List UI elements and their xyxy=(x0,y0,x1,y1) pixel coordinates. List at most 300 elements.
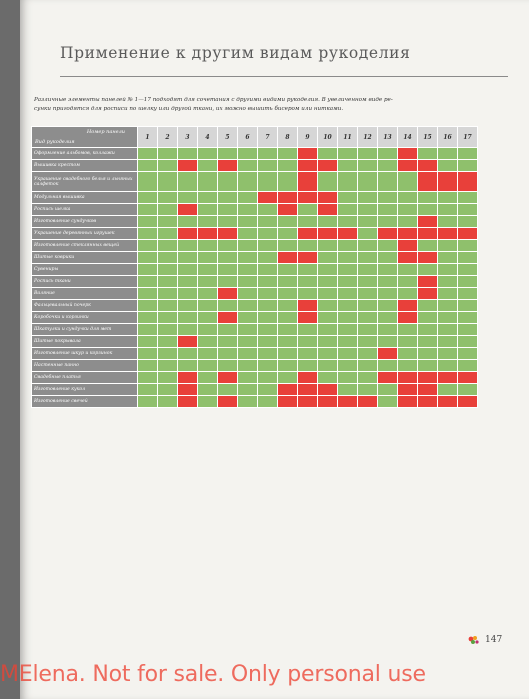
matrix-cell-green xyxy=(298,336,318,348)
matrix-cell-green xyxy=(178,192,198,204)
matrix-cell-green xyxy=(458,204,478,216)
matrix-cell-green xyxy=(198,264,218,276)
matrix-cell-red xyxy=(218,228,238,240)
matrix-cell-green xyxy=(378,336,398,348)
matrix-cell-green xyxy=(178,172,198,192)
matrix-cell-green xyxy=(278,216,298,228)
matrix-cell-green xyxy=(158,372,178,384)
matrix-cell-green xyxy=(418,264,438,276)
matrix-cell-green xyxy=(378,384,398,396)
craft-label: Изготовление шкур и корзинок xyxy=(32,348,138,360)
matrix-cell-green xyxy=(198,252,218,264)
flower-icon xyxy=(466,634,482,646)
matrix-cell-green xyxy=(138,252,158,264)
matrix-cell-green xyxy=(458,384,478,396)
matrix-cell-green xyxy=(298,276,318,288)
matrix-cell-green xyxy=(378,160,398,172)
matrix-cell-green xyxy=(318,372,338,384)
intro-line: сунки пригодятся для росписи по шелку или другой ткани, их можно вышить бисером или нитками. xyxy=(34,106,344,112)
matrix-cell-green xyxy=(298,240,318,252)
matrix-cell-red xyxy=(338,228,358,240)
matrix-cell-green xyxy=(338,336,358,348)
matrix-cell-red xyxy=(398,252,418,264)
matrix-cell-green xyxy=(138,160,158,172)
matrix-cell-green xyxy=(278,240,298,252)
matrix-cell-red xyxy=(458,228,478,240)
matrix-cell-green xyxy=(358,192,378,204)
matrix-cell-green xyxy=(138,148,158,160)
matrix-cell-green xyxy=(378,240,398,252)
matrix-cell-green xyxy=(158,288,178,300)
matrix-cell-green xyxy=(238,384,258,396)
matrix-cell-green xyxy=(158,384,178,396)
matrix-cell-green xyxy=(338,172,358,192)
matrix-cell-green xyxy=(198,360,218,372)
matrix-cell-green xyxy=(138,312,158,324)
matrix-cell-green xyxy=(218,300,238,312)
panel-number-header: 12 xyxy=(358,127,378,148)
matrix-cell-green xyxy=(338,264,358,276)
matrix-cell-green xyxy=(218,336,238,348)
matrix-cell-green xyxy=(138,172,158,192)
matrix-cell-green xyxy=(198,240,218,252)
matrix-cell-green xyxy=(398,348,418,360)
matrix-cell-green xyxy=(138,384,158,396)
matrix-cell-green xyxy=(138,324,158,336)
matrix-cell-green xyxy=(418,348,438,360)
matrix-cell-green xyxy=(238,240,258,252)
matrix-cell-green xyxy=(278,360,298,372)
matrix-cell-red xyxy=(418,228,438,240)
matrix-cell-green xyxy=(318,148,338,160)
matrix-cell-green xyxy=(378,300,398,312)
matrix-cell-green xyxy=(358,240,378,252)
matrix-cell-green xyxy=(298,204,318,216)
matrix-cell-green xyxy=(438,204,458,216)
panel-number-header: 15 xyxy=(418,127,438,148)
matrix-cell-green xyxy=(158,348,178,360)
matrix-cell-green xyxy=(158,360,178,372)
matrix-cell-red xyxy=(378,228,398,240)
matrix-cell-green xyxy=(318,300,338,312)
matrix-cell-green xyxy=(278,148,298,160)
matrix-cell-red xyxy=(178,384,198,396)
matrix-cell-green xyxy=(258,300,278,312)
matrix-cell-red xyxy=(418,276,438,288)
panel-number-header: 4 xyxy=(198,127,218,148)
matrix-cell-green xyxy=(378,192,398,204)
matrix-cell-green xyxy=(438,216,458,228)
matrix-cell-green xyxy=(258,240,278,252)
matrix-cell-green xyxy=(318,336,338,348)
matrix-cell-green xyxy=(438,300,458,312)
matrix-cell-green xyxy=(358,216,378,228)
matrix-cell-green xyxy=(338,240,358,252)
matrix-row xyxy=(32,288,478,300)
matrix-cell-green xyxy=(198,192,218,204)
craft-label: Вышивка крестом xyxy=(32,160,138,172)
matrix-cell-green xyxy=(138,360,158,372)
matrix-cell-green xyxy=(158,216,178,228)
matrix-cell-green xyxy=(338,300,358,312)
matrix-cell-green xyxy=(318,312,338,324)
matrix-cell-red xyxy=(278,396,298,408)
matrix-cell-green xyxy=(278,336,298,348)
matrix-cell-green xyxy=(418,324,438,336)
matrix-cell-green xyxy=(218,324,238,336)
matrix-cell-green xyxy=(358,372,378,384)
matrix-cell-green xyxy=(178,348,198,360)
matrix-cell-red xyxy=(178,372,198,384)
matrix-cell-red xyxy=(418,172,438,192)
matrix-cell-red xyxy=(258,192,278,204)
matrix-cell-green xyxy=(198,160,218,172)
matrix-cell-green xyxy=(278,288,298,300)
matrix-cell-red xyxy=(298,160,318,172)
matrix-cell-red xyxy=(418,288,438,300)
matrix-cell-green xyxy=(258,396,278,408)
matrix-row xyxy=(32,204,478,216)
matrix-cell-red xyxy=(378,372,398,384)
matrix-cell-green xyxy=(238,216,258,228)
matrix-cell-green xyxy=(258,160,278,172)
matrix-cell-green xyxy=(338,324,358,336)
craft-label: Украшение деревянных игрушек xyxy=(32,228,138,240)
matrix-cell-red xyxy=(318,384,338,396)
panel-number-header: 3 xyxy=(178,127,198,148)
matrix-cell-green xyxy=(198,336,218,348)
matrix-row xyxy=(32,276,478,288)
matrix-cell-green xyxy=(458,336,478,348)
matrix-cell-green xyxy=(318,288,338,300)
matrix-cell-green xyxy=(258,336,278,348)
matrix-row xyxy=(32,360,478,372)
matrix-cell-green xyxy=(158,148,178,160)
matrix-cell-green xyxy=(418,148,438,160)
craft-label: Украшение свадебного белья и льняных салфеток xyxy=(32,172,138,192)
panel-number-header: 14 xyxy=(398,127,418,148)
matrix-cell-green xyxy=(178,148,198,160)
matrix-cell-green xyxy=(458,240,478,252)
matrix-cell-green xyxy=(398,360,418,372)
matrix-cell-red xyxy=(198,228,218,240)
matrix-cell-red xyxy=(318,204,338,216)
matrix-row xyxy=(32,160,478,172)
craft-label: Изготовление кукол xyxy=(32,384,138,396)
matrix-cell-green xyxy=(378,204,398,216)
matrix-cell-green xyxy=(198,172,218,192)
matrix-cell-green xyxy=(358,312,378,324)
page-title: Применение к другим видам рукоделия xyxy=(60,44,411,62)
matrix-cell-green xyxy=(258,264,278,276)
matrix-corner xyxy=(32,127,138,148)
matrix-cell-red xyxy=(398,228,418,240)
matrix-cell-green xyxy=(218,216,238,228)
matrix-cell-green xyxy=(358,228,378,240)
matrix-cell-green xyxy=(238,396,258,408)
matrix-cell-green xyxy=(258,276,278,288)
matrix-cell-green xyxy=(358,172,378,192)
matrix-cell-green xyxy=(438,324,458,336)
matrix-cell-green xyxy=(198,384,218,396)
craft-label: Шитые коврики xyxy=(32,252,138,264)
matrix-cell-red xyxy=(298,300,318,312)
intro-paragraph xyxy=(34,96,516,114)
matrix-cell-green xyxy=(238,264,258,276)
matrix-cell-green xyxy=(238,336,258,348)
matrix-cell-green xyxy=(258,252,278,264)
matrix-cell-green xyxy=(458,312,478,324)
matrix-cell-red xyxy=(398,384,418,396)
matrix-cell-green xyxy=(358,252,378,264)
matrix-cell-green xyxy=(298,360,318,372)
matrix-cell-green xyxy=(438,240,458,252)
matrix-cell-green xyxy=(458,276,478,288)
matrix-cell-green xyxy=(438,160,458,172)
matrix-cell-green xyxy=(458,348,478,360)
matrix-cell-green xyxy=(198,300,218,312)
matrix-cell-green xyxy=(418,300,438,312)
title-rule xyxy=(60,76,508,77)
matrix-cell-red xyxy=(278,204,298,216)
matrix-cell-green xyxy=(198,148,218,160)
matrix-row xyxy=(32,264,478,276)
matrix-cell-red xyxy=(218,160,238,172)
matrix-cell-green xyxy=(138,288,158,300)
matrix-cell-green xyxy=(158,396,178,408)
matrix-cell-green xyxy=(318,324,338,336)
matrix-cell-green xyxy=(378,276,398,288)
panel-number-header: 2 xyxy=(158,127,178,148)
matrix-cell-green xyxy=(458,192,478,204)
matrix-cell-green xyxy=(318,348,338,360)
matrix-cell-green xyxy=(278,312,298,324)
matrix-cell-green xyxy=(138,372,158,384)
matrix-cell-green xyxy=(278,348,298,360)
matrix-cell-green xyxy=(338,372,358,384)
matrix-cell-green xyxy=(218,384,238,396)
matrix-row xyxy=(32,312,478,324)
matrix-cell-green xyxy=(358,264,378,276)
matrix-cell-green xyxy=(278,228,298,240)
matrix-cell-green xyxy=(158,300,178,312)
matrix-cell-red xyxy=(418,372,438,384)
matrix-row xyxy=(32,252,478,264)
matrix-cell-red xyxy=(298,148,318,160)
matrix-cell-green xyxy=(458,324,478,336)
matrix-cell-green xyxy=(158,276,178,288)
matrix-cell-red xyxy=(218,312,238,324)
matrix-cell-green xyxy=(338,276,358,288)
matrix-cell-red xyxy=(458,172,478,192)
matrix-cell-green xyxy=(178,360,198,372)
watermark-text: MElena. Not for sale. Only personal use xyxy=(0,662,426,687)
matrix-cell-green xyxy=(438,192,458,204)
matrix-cell-green xyxy=(278,276,298,288)
matrix-cell-green xyxy=(318,240,338,252)
panel-number-header: 5 xyxy=(218,127,238,148)
matrix-cell-red xyxy=(438,396,458,408)
panel-number-header: 1 xyxy=(138,127,158,148)
matrix-cell-green xyxy=(178,276,198,288)
craft-label: Коробочки и корзинки xyxy=(32,312,138,324)
matrix-cell-green xyxy=(178,300,198,312)
book-page xyxy=(20,0,529,699)
matrix-cell-green xyxy=(298,324,318,336)
corner-label-panel: Номер панели xyxy=(86,129,125,135)
matrix-cell-green xyxy=(238,360,258,372)
matrix-cell-green xyxy=(398,264,418,276)
matrix-cell-green xyxy=(378,396,398,408)
matrix-cell-green xyxy=(158,336,178,348)
matrix-cell-green xyxy=(418,240,438,252)
matrix-cell-green xyxy=(258,148,278,160)
matrix-row xyxy=(32,396,478,408)
matrix-cell-green xyxy=(358,160,378,172)
matrix-cell-green xyxy=(198,288,218,300)
matrix-cell-red xyxy=(398,312,418,324)
matrix-cell-green xyxy=(338,192,358,204)
matrix-cell-green xyxy=(278,160,298,172)
matrix-cell-green xyxy=(138,264,158,276)
matrix-cell-green xyxy=(458,148,478,160)
matrix-cell-green xyxy=(378,264,398,276)
matrix-cell-green xyxy=(238,348,258,360)
matrix-cell-green xyxy=(358,324,378,336)
matrix-cell-green xyxy=(438,348,458,360)
matrix-cell-green xyxy=(438,312,458,324)
matrix-row xyxy=(32,372,478,384)
matrix-cell-green xyxy=(398,276,418,288)
matrix-cell-green xyxy=(218,252,238,264)
matrix-cell-green xyxy=(198,276,218,288)
matrix-row xyxy=(32,172,478,192)
matrix-row xyxy=(32,348,478,360)
matrix-cell-red xyxy=(298,372,318,384)
matrix-cell-green xyxy=(338,204,358,216)
matrix-cell-red xyxy=(318,192,338,204)
matrix-cell-green xyxy=(258,288,278,300)
matrix-cell-green xyxy=(178,252,198,264)
corner-label-craft: Вид рукоделия xyxy=(35,139,75,145)
matrix-cell-green xyxy=(178,264,198,276)
matrix-cell-green xyxy=(338,216,358,228)
panel-number-header: 11 xyxy=(338,127,358,148)
craft-label: Шкатулки и сундучки для мет xyxy=(32,324,138,336)
matrix-cell-red xyxy=(178,336,198,348)
matrix-cell-green xyxy=(238,288,258,300)
matrix-row xyxy=(32,192,478,204)
matrix-cell-green xyxy=(258,228,278,240)
craft-label: Валяние xyxy=(32,288,138,300)
matrix-cell-green xyxy=(398,336,418,348)
matrix-cell-green xyxy=(238,300,258,312)
craft-label: Изготовление сундучков xyxy=(32,216,138,228)
matrix-cell-green xyxy=(258,216,278,228)
matrix-cell-green xyxy=(458,252,478,264)
matrix-cell-green xyxy=(238,172,258,192)
matrix-cell-green xyxy=(258,172,278,192)
matrix-cell-green xyxy=(218,240,238,252)
matrix-cell-green xyxy=(458,300,478,312)
matrix-cell-green xyxy=(318,264,338,276)
matrix-cell-green xyxy=(398,216,418,228)
matrix-cell-green xyxy=(138,216,158,228)
matrix-row xyxy=(32,324,478,336)
matrix-cell-green xyxy=(438,360,458,372)
matrix-cell-red xyxy=(418,160,438,172)
matrix-cell-green xyxy=(218,172,238,192)
matrix-cell-green xyxy=(198,312,218,324)
matrix-cell-green xyxy=(258,324,278,336)
craft-label: Изготовление стеклянных вещей xyxy=(32,240,138,252)
matrix-row xyxy=(32,384,478,396)
craft-label: Свадебные платья xyxy=(32,372,138,384)
matrix-cell-green xyxy=(158,240,178,252)
matrix-cell-green xyxy=(418,336,438,348)
matrix-cell-red xyxy=(318,228,338,240)
matrix-row xyxy=(32,216,478,228)
matrix-cell-green xyxy=(358,336,378,348)
matrix-cell-green xyxy=(138,240,158,252)
matrix-cell-green xyxy=(398,204,418,216)
matrix-cell-green xyxy=(238,192,258,204)
matrix-cell-green xyxy=(218,348,238,360)
matrix-cell-green xyxy=(198,216,218,228)
matrix-cell-red xyxy=(298,252,318,264)
matrix-cell-green xyxy=(138,336,158,348)
matrix-cell-green xyxy=(138,228,158,240)
matrix-cell-red xyxy=(298,192,318,204)
matrix-cell-green xyxy=(158,172,178,192)
craft-label: Сувениры xyxy=(32,264,138,276)
matrix-cell-green xyxy=(198,396,218,408)
matrix-row xyxy=(32,336,478,348)
matrix-cell-green xyxy=(238,160,258,172)
matrix-cell-green xyxy=(278,264,298,276)
matrix-cell-green xyxy=(298,288,318,300)
matrix-cell-red xyxy=(418,384,438,396)
panel-number-header: 13 xyxy=(378,127,398,148)
matrix-cell-green xyxy=(378,288,398,300)
matrix-cell-green xyxy=(378,172,398,192)
matrix-cell-green xyxy=(218,360,238,372)
matrix-cell-green xyxy=(298,264,318,276)
panel-number-header: 16 xyxy=(438,127,458,148)
matrix-cell-red xyxy=(298,396,318,408)
craft-label: Роспись шелка xyxy=(32,204,138,216)
matrix-cell-red xyxy=(298,384,318,396)
matrix-cell-green xyxy=(418,312,438,324)
matrix-cell-green xyxy=(158,324,178,336)
matrix-cell-green xyxy=(418,204,438,216)
matrix-cell-green xyxy=(458,264,478,276)
matrix-cell-red xyxy=(298,172,318,192)
matrix-cell-red xyxy=(178,228,198,240)
matrix-cell-green xyxy=(438,148,458,160)
matrix-cell-red xyxy=(358,396,378,408)
matrix-cell-red xyxy=(438,228,458,240)
matrix-cell-green xyxy=(238,312,258,324)
matrix-cell-red xyxy=(398,300,418,312)
matrix-cell-red xyxy=(318,160,338,172)
matrix-row xyxy=(32,300,478,312)
matrix-cell-green xyxy=(458,160,478,172)
matrix-cell-green xyxy=(138,396,158,408)
matrix-cell-green xyxy=(138,348,158,360)
matrix-cell-green xyxy=(458,288,478,300)
matrix-row xyxy=(32,228,478,240)
